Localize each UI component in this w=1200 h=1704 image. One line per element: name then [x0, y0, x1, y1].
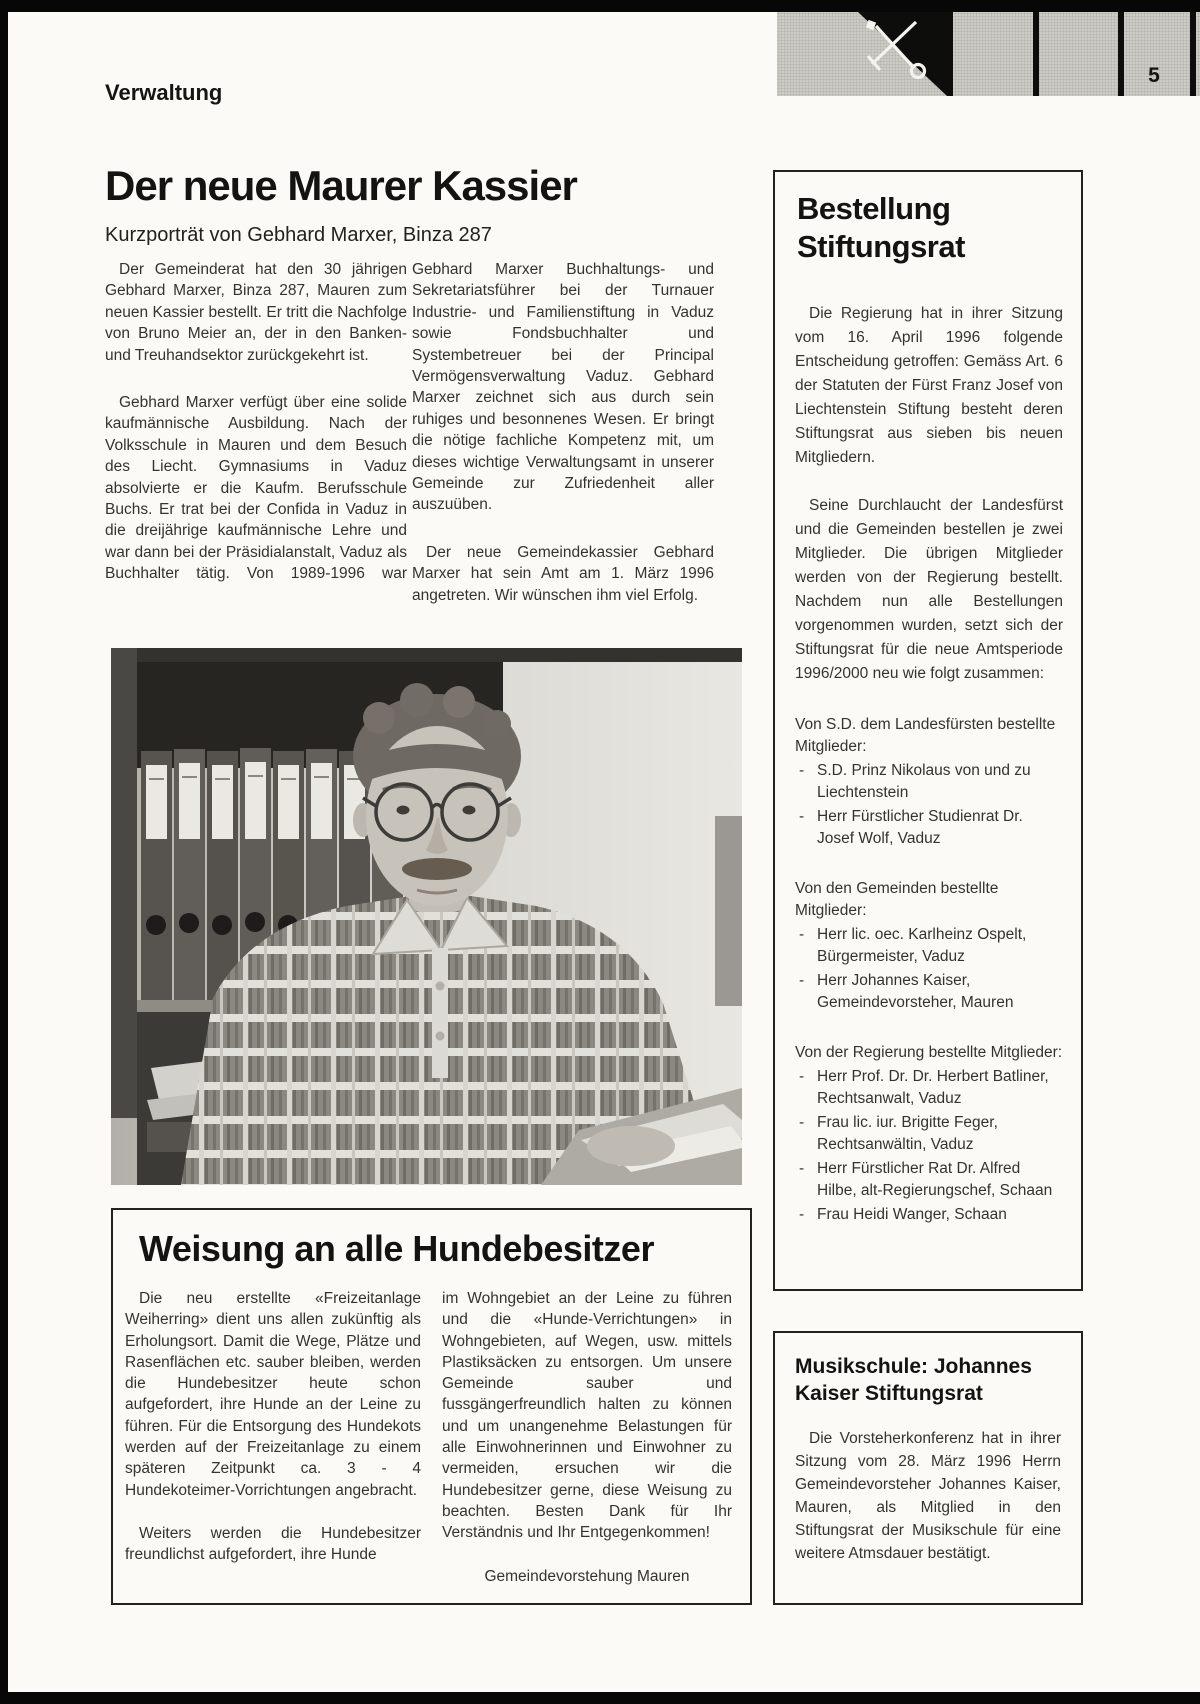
group-heading: Von S.D. dem Landesfürsten bestellte Mitglieder:	[795, 716, 1056, 755]
article-title: Der neue Maurer Kassier	[105, 162, 577, 209]
list-item: - S.D. Prinz Nikolaus von und zu Liechtenstein	[795, 760, 1063, 804]
article-column-2	[412, 259, 714, 606]
member-list	[795, 924, 1063, 1014]
article-column-1	[105, 259, 407, 585]
list-item: - Herr Fürstlicher Studienrat Dr. Josef Wolf, Vaduz	[795, 806, 1063, 850]
paragraph: Die Regierung hat in ihrer Sitzung vom 16. April 1996 folgende Entscheidung getroffen: Gemäss Art. 6 der Statuten der Fürst Franz Josef von Liechtenstein Stiftung besteht deren Stiftungsrat aus sieben bis neuen Mitgliedern.	[795, 305, 1063, 466]
paragraph: Gebhard Marxer verfügt über eine solide kaufmännische Ausbildung. Nach der Volksschule in Mauren und dem Besuch des Liecht. Gymnasiums in Vaduz absolvierte er die Kaufm. Berufsschule Buchs. Er trat bei der Confida in Vaduz in die dreijährige kaufmännische Lehre und war dann bei der Präsidialanstalt, Vaduz als Buchhalter tätig. Von 1989-1996 war	[105, 394, 407, 583]
paragraph: Gebhard Marxer Buchhaltungs- und Sekretariatsführer bei der Turnauer Industrie- und Familienstiftung in Vaduz sowie Fondsbuchhalter und Systembetreuer bei der Principal Vermögensverwaltung Vaduz. Gebhard Marxer zeichnet sich aus durch sein ruhiges und besonnenes Wesen. Er bringt die nötige fachliche Kompetenz mit, um dieses wichtige Verwaltungsamt in unserer Gemeinde zur Zufriedenheit aller auszuüben.	[412, 261, 714, 514]
paragraph: im Wohngebiet an der Leine zu führen und die «Hunde-Verrichtungen» in Wohngebieten, auf Wegen, usw. mittels Plastiksäcken zu entsorgen. Um unsere Gemeinde sauber und fussgängerfreundlich halten zu können und um unangenehme Belastungen für alle Einwohnerinnen und Einwohner zu vermeiden, ersuchen wir die Hundebesitzer gerne, diese Weisung zu beachten. Besten Dank für Ihr Verständnis und Ihr Entgegenkommen!	[442, 1290, 732, 1542]
page-number: 5	[1148, 64, 1160, 87]
member-group-regierung	[795, 1042, 1063, 1226]
paragraph: Der neue Gemeindekassier Gebhard Marxer hat sein Amt am 1. März 1996 angetreten. Wir wünschen ihm viel Erfolg.	[412, 543, 714, 604]
header-divider-bar	[947, 12, 953, 96]
paragraph: Weiters werden die Hundebesitzer freundlichst aufgefordert, ihre Hunde	[125, 1524, 421, 1564]
header-emblem-triangle	[858, 12, 947, 96]
paragraph: Seine Durchlaucht der Landesfürst und die Gemeinden bestellen je zwei Mitglieder. Die übrigen Mitglieder werden von der Regierung bestellt. Nachdem nun alle Bestellungen vorgenommen wurden, setzt sich der Stiftungsrat für die neue Amtsperiode 1996/2000 neu wie folgt zusammen:	[795, 497, 1063, 682]
member-list	[795, 760, 1063, 850]
weisung-column-2	[442, 1288, 732, 1587]
list-item: - Herr Johannes Kaiser, Gemeindevorsteher, Mauren	[795, 970, 1063, 1014]
member-list	[795, 1066, 1063, 1226]
paper-page	[8, 12, 1200, 1692]
list-item: - Frau lic. iur. Brigitte Feger, Rechtsanwältin, Vaduz	[795, 1112, 1063, 1156]
bestellung-title: Bestellung Stiftungsrat	[797, 191, 965, 264]
weisung-title: Weisung an alle Hundebesitzer	[139, 1228, 654, 1269]
photo-hand	[587, 1126, 675, 1166]
paragraph: Die Vorsteherkonferenz hat in ihrer Sitzung vom 28. März 1996 Herrn Gemeindevorsteher Johannes Kaiser, Mauren, als Mitglied in den Stiftungsrat der Musikschule für eine weitere Atmsdauer bestätigt.	[795, 1430, 1061, 1562]
photo-shelf-side	[111, 648, 137, 1118]
list-item: - Herr Fürstlicher Rat Dr. Alfred Hilbe, alt-Regierungschef, Schaan	[795, 1158, 1063, 1202]
weisung-box	[111, 1208, 752, 1605]
header-divider-bar	[1033, 12, 1039, 96]
photo-right-shelf	[715, 816, 742, 1006]
paragraph: Der Gemeinderat hat den 30 jährigen Gebhard Marxer, Binza 287, Mauren zum neuen Kassier bestellt. Er tritt die Nachfolge von Bruno Meier an, der in den Banken- und Treuhandsektor zurückgekehrt ist.	[105, 261, 407, 364]
group-heading: Von der Regierung bestellte Mitglieder:	[795, 1044, 1063, 1061]
portrait-photo-gebhard-marxer	[111, 648, 742, 1185]
bestellung-stiftungsrat-box	[773, 170, 1083, 1291]
musikschule-title: Musikschule: Johannes Kaiser Stiftungsrat	[795, 1355, 1032, 1405]
group-heading: Von den Gemeinden bestellte Mitglieder:	[795, 880, 999, 919]
weisung-column-1	[125, 1288, 421, 1566]
section-label: Verwaltung	[105, 80, 223, 105]
musikschule-box	[773, 1331, 1083, 1605]
paragraph: Die neu erstellte «Freizeitanlage Weiherring» dient uns allen zukünftig als Erholungsort. Damit die Wege, Plätze und Rasenflächen etc. sauber bleiben, werden die Hundebesitzer heute schon aufgefordert, ihre Hunde an der Leine zu führen. Für die Entsorgung des Hundekots werden auf der Freizeitanlage zu einem späteren Zeitpunkt ca. 3 - 4 Hundekoteimer-Vorrichtungen angebracht.	[125, 1290, 421, 1499]
list-item: - Frau Heidi Wanger, Schaan	[795, 1204, 1063, 1226]
header-divider-bar	[1190, 12, 1196, 96]
member-group-gemeinden	[795, 878, 1063, 1014]
list-item: - Herr Prof. Dr. Dr. Herbert Batliner, Rechtsanwalt, Vaduz	[795, 1066, 1063, 1110]
photo-moustache	[402, 858, 472, 880]
member-group-landesfuerst	[795, 714, 1063, 850]
article-subtitle: Kurzporträt von Gebhard Marxer, Binza 287	[105, 224, 492, 246]
header-band	[777, 12, 1200, 96]
list-item: - Herr lic. oec. Karlheinz Ospelt, Bürgermeister, Vaduz	[795, 924, 1063, 968]
signature: Gemeindevorstehung Mauren	[484, 1567, 690, 1585]
